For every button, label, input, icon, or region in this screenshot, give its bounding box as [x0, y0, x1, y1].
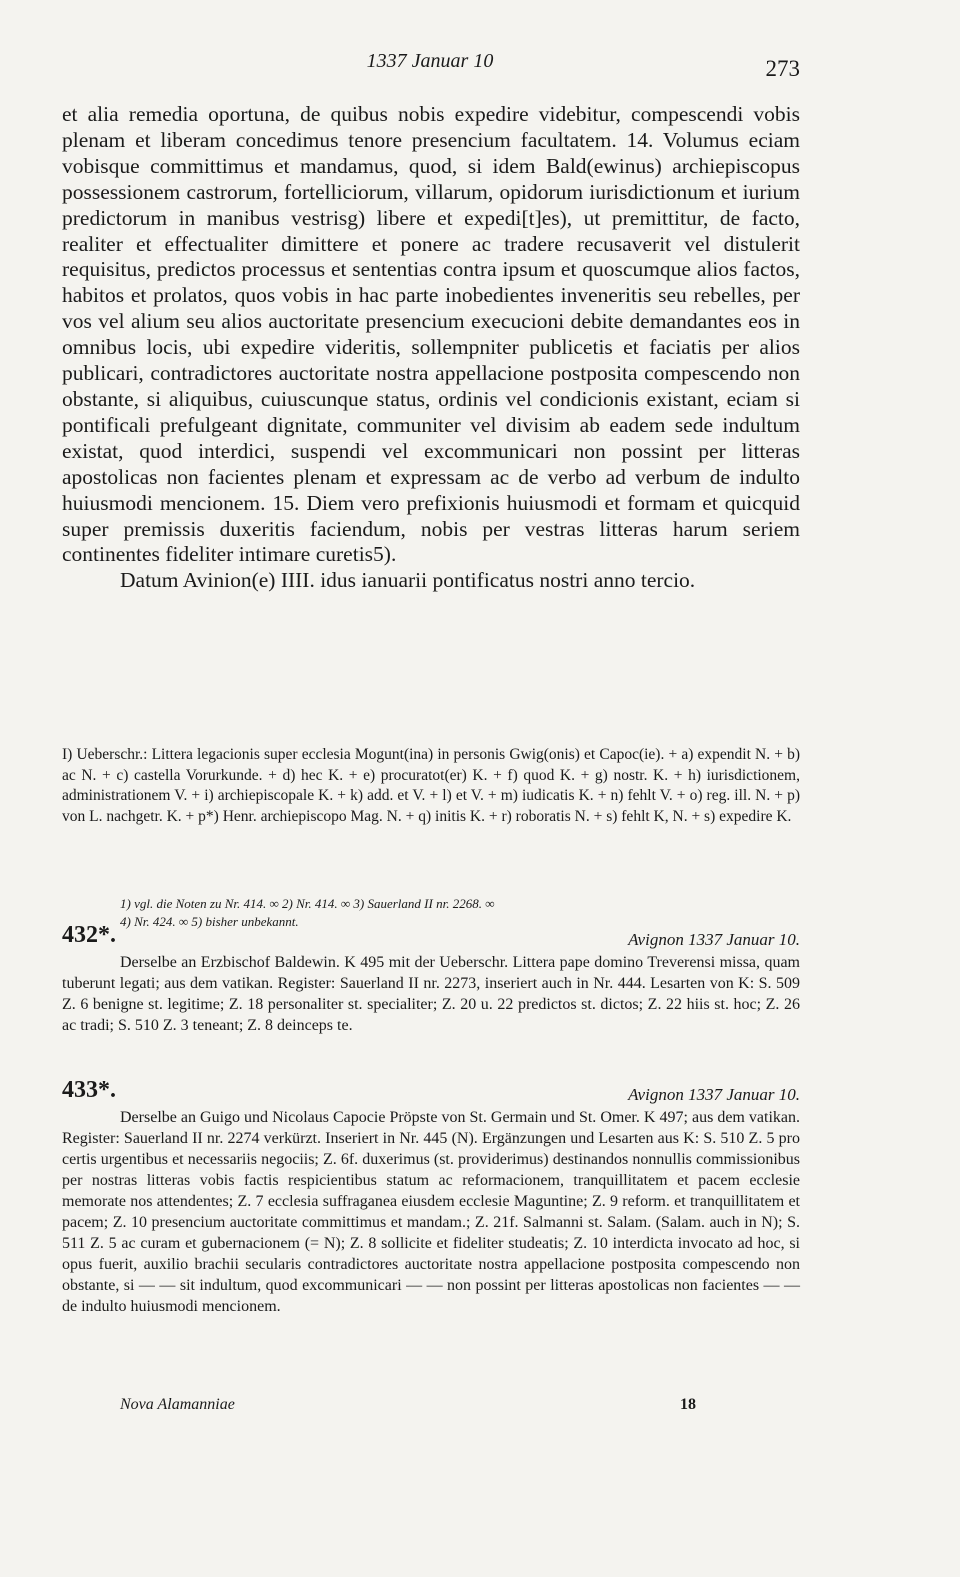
page-footer: [120, 1396, 740, 1414]
entry-location-date: Avignon 1337 Januar 10.: [628, 930, 800, 949]
source-note-line: 1) vgl. die Noten zu Nr. 414. ∞ 2) Nr. 414. ∞ 3) Sauerland II nr. 2268. ∞: [120, 896, 495, 911]
entry-text: Derselbe an Erzbischof Baldewin. K 495 mit der Ueberschr. Littera pape domino Treverensi missa, quam tuberunt legati; aus dem vatikan. Register: Sauerland II nr. 2273, inseriert auch in Nr. 444. Lesarten von K: S. 509 Z. 6 benigne st. legitime; Z. 18 personaliter st. specialiter; Z. 20 u. 22 predictos st. dictos; Z. 22 hiis st. hoc; Z. 26 ac tradi; S. 510 Z. 3 teneant; Z. 8 deinceps te.: [62, 954, 800, 1034]
entry-number: 432*.: [62, 922, 116, 948]
textual-apparatus: [62, 745, 800, 827]
dating-clause: Datum Avinion(e) IIII. idus ianuarii pontificatus nostri anno tercio.: [120, 568, 696, 593]
series-title: Nova Alamanniae: [120, 1396, 235, 1413]
entry-location-date: Avignon 1337 Januar 10.: [628, 1085, 800, 1104]
main-paragraph: et alia remedia oportuna, de quibus nobis expedire videbitur, compescendi vobis plenam et liberam concedimus tenore presencium facultatem. 14. Volumus eciam vobisque committimus et mandamus, quod, si idem Bald(ewinus) archiepiscopus possessionem castrorum, fortelliciorum, villarum, opidorum iurisdictionum et iurium predictorum in manibus vestrisg) libere et expedi[t]es), ut premittitur, de facto, realiter et effectualiter dimittere et ponere ac tradere recusaverit vel distulerit requisitus, predictos processus et sententias contra ipsum et quoscumque alios factos, habitos et prolatos, quos vobis in hac parte inobedientes inveneritis seu rebelles, per vos vel alium seu alios auctoritate presencium execucioni debite demandantes eos in omnibus locis, ubi expedire videritis, sollempniter publicetis et faciatis per alios publicari, contradictores auctoritate nostra appellacione postposita compescendo non obstante, si aliquibus, cuiuscunque status, ordinis vel condicionis existant, eciam si pontificali prefulgeant dignitate, communiter vel divisim ab eadem sede indultum existat, quod interdici, suspendi vel excommunicari non possint per litteras apostolicas non facientes plenam et expressam ac de verbo ad verbum de indulto huiusmodi mencionem. 15. Diem vero prefixionis huiusmodi et formam et quicquid super premissis duxeritis faciendum, nobis per vestras litteras harum seriem continentes fideliter intimare curetis5).: [62, 102, 800, 567]
apparatus-text: I) Ueberschr.: Littera legacionis super ecclesia Mogunt(ina) in personis Gwig(onis) et Capoc(ie). + a) expendit N. + b) ac N. + c) castella Vorurkunde. + d) hec K. + e) procuratot(er) K. + f) quod K. + g) nostr. K. + h) iurisdictionem, administrationem V. + i) archiepiscopale K. + k) add. et V. + l) et V. + m) iudicatis K. + n) fehlt V. + o) reg. ill. N. + p) von L. nachgetr. K. + p*) Henr. archiepiscopo Mag. N. + q) initis K. + r) roboratis N. + s) fehlt K, N. + s) expedire K.: [62, 746, 800, 825]
signature-number: 18: [680, 1396, 696, 1413]
entry-432: [62, 922, 800, 1036]
entry-433: [62, 1077, 800, 1317]
page-header: [60, 50, 800, 82]
entry-text: Derselbe an Guigo und Nicolaus Capocie Pröpste von St. Germain und St. Omer. K 497; aus dem vatikan. Register: Sauerland II nr. 2274 verkürzt. Inseriert in Nr. 445 (N). Ergänzungen und Lesarten aus K: S. 510 Z. 5 pro certis urgentibus et necessariis negociis; Z. 6f. duxerimus (st. providerimus) destinandos nonnullis commissionibus per nostras litteras vobis factis respicientibus statum ac reformacionem, tranquillitatem et pacem ecclesie memorate nos attendentes; Z. 7 ecclesia suffraganea eiusdem ecclesie Maguntine; Z. 9 reform. et tranquillitatem et pacem; Z. 10 presencium auctoritate committimus et mandam.; Z. 21f. Salmanni st. Salam. (Salam. auch in N); S. 511 Z. 5 ac curam et gubernacionem (= N); Z. 8 sollicite et fideliter studeatis; Z. 10 interdicta invocato ad hoc, si opus fuerit, auxilio brachii secularis contradictores auctoritate nostra appellacione postposita compescendo non obstante, si — — sit indultum, quod excommunicari — — non possint per litteras apostolicas non facientes — — de indulto huiusmodi mencionem.: [62, 1109, 800, 1315]
main-text: [62, 102, 800, 594]
source-note-line: 4) Nr. 424. ∞ 5) bisher unbekannt.: [120, 914, 299, 929]
page-number: 273: [765, 56, 800, 81]
entry-number: 433*.: [62, 1077, 116, 1103]
running-head: 1337 Januar 10: [366, 50, 494, 72]
